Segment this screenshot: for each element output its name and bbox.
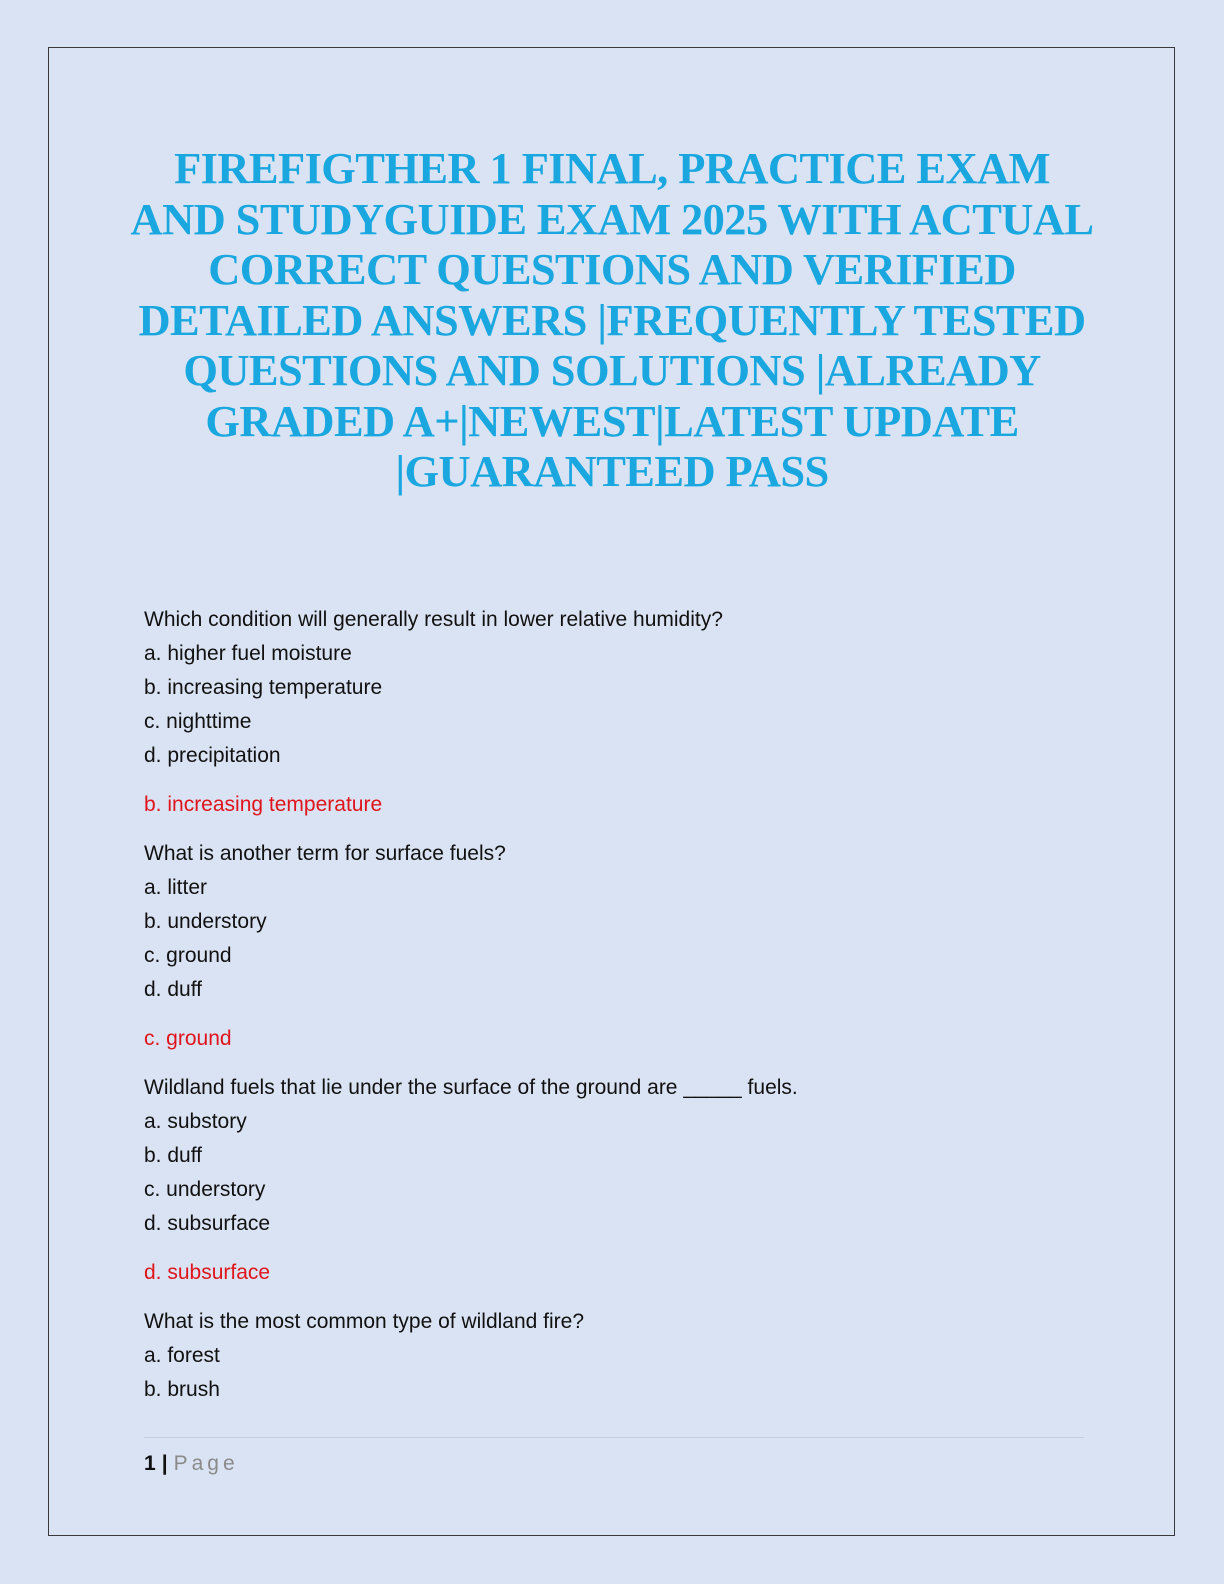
correct-answer: c. ground (144, 1027, 232, 1050)
option-c: c. nighttime (144, 710, 252, 733)
option-a: a. litter (144, 876, 208, 899)
option-d: d. duff (144, 978, 202, 1001)
page-label: Page (173, 1452, 239, 1475)
option-b: b. increasing temperature (144, 676, 383, 699)
question-list (144, 603, 1084, 1407)
question-block (144, 837, 1084, 1056)
option-b: b. brush (144, 1378, 220, 1401)
option-c: c. ground (144, 944, 232, 967)
question-text: Which condition will generally result in lower relative humidity? (144, 608, 723, 631)
option-a: a. higher fuel moisture (144, 642, 352, 665)
document-title: FIREFIGTHER 1 FINAL, PRACTICE EXAM AND STUDYGUIDE EXAM 2025 WITH ACTUAL CORRECT QUESTIONS AND VERIFIED DETAILED ANSWERS |FREQUENTLY TESTED QUESTIONS AND SOLUTIONS |ALREADY GRADED A+|NEWEST|LATEST UPDATE |GUARANTEED PASS (130, 143, 1094, 496)
correct-answer: b. increasing temperature (144, 793, 383, 816)
question-text: What is another term for surface fuels? (144, 842, 506, 865)
option-c: c. understory (144, 1178, 266, 1201)
option-d: d. precipitation (144, 744, 281, 767)
option-d: d. subsurface (144, 1212, 271, 1235)
question-block (144, 1305, 1084, 1407)
option-b: b. understory (144, 910, 267, 933)
option-a: a. substory (144, 1110, 247, 1133)
option-b: b. duff (144, 1144, 202, 1167)
footer-divider (144, 1437, 1084, 1438)
correct-answer: d. subsurface (144, 1261, 271, 1284)
footer-separator: | (161, 1452, 168, 1475)
question-text: Wildland fuels that lie under the surface of the ground are _____ fuels. (144, 1076, 798, 1099)
option-a: a. forest (144, 1344, 220, 1367)
question-block (144, 1071, 1084, 1290)
page-number: 1 (144, 1452, 156, 1475)
question-text: What is the most common type of wildland fire? (144, 1310, 585, 1333)
page-footer (144, 1452, 239, 1476)
question-block (144, 603, 1084, 822)
